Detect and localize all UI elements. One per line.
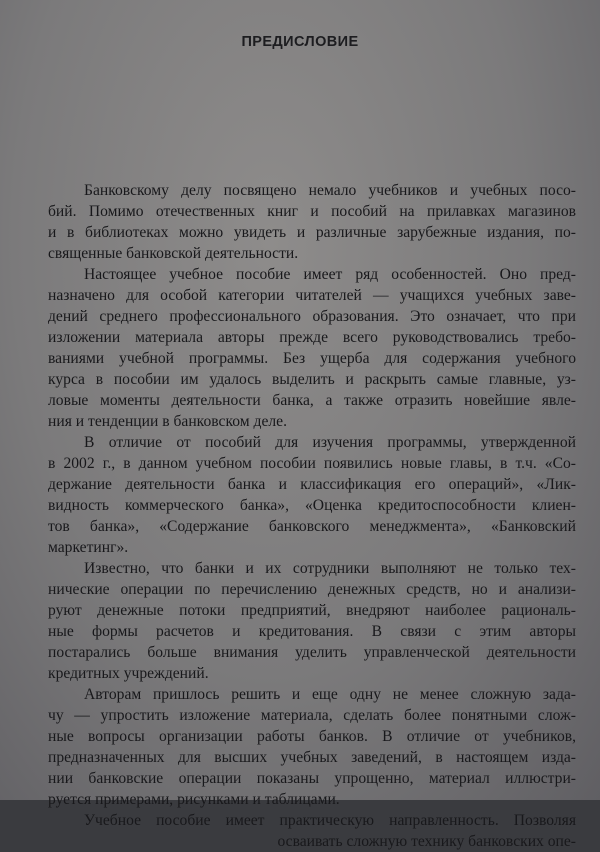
- text-line: Учебное пособие имеет практическую направленность. Позволяя: [84, 812, 576, 829]
- text-line: священные банковской деятельности.: [48, 245, 299, 262]
- text-line: чу — упростить изложение материала, сделать более понятными слож-: [48, 707, 576, 724]
- text-line: маркетинг».: [48, 539, 129, 556]
- text-line: назначено для особой категории читателей — учащихся учебных заве-: [48, 287, 576, 304]
- text-line: руется примерами, рисунками и таблицами.: [48, 791, 340, 808]
- text-line: курса в пособии им удалось выделить и раскрыть самые главные, уз-: [48, 371, 576, 388]
- text-line: бий. Помимо отечественных книг и пособий на прилавках магазинов: [48, 203, 576, 220]
- text-line: постарались больше внимания уделить управленческой деятельности: [48, 644, 576, 661]
- text-line: Настоящее учебное пособие имеет ряд особенностей. Оно пред-: [84, 266, 576, 283]
- text-line: изложении материала авторы прежде всего руководствовались требо-: [48, 329, 576, 346]
- text-line: руют денежные потоки предприятий, внедряют наиболее рациональ-: [48, 602, 576, 619]
- text-line: ные формы расчетов и кредитования. В связи с этим авторы: [48, 623, 576, 640]
- text-line: дений среднего профессионального образования. Это означает, что при: [48, 308, 576, 325]
- text-line: ваниями учебной программы. Без ущерба для содержания учебного: [48, 350, 576, 367]
- text-line: В отличие от пособий для изучения программы, утвержденной: [84, 434, 576, 451]
- text-line: нические операции по перечислению денежных средств, но и анализи-: [48, 581, 576, 598]
- text-line: ные вопросы организации работы банков. В отличие от учебников,: [48, 728, 576, 745]
- text-line: предназначенных для высших учебных заведений, в настоящем изда-: [48, 749, 576, 766]
- text-line: ния и тенденции в банковском деле.: [48, 413, 287, 430]
- page-body-text: [48, 180, 576, 852]
- text-line: нии банковские операции показаны упрощенно, материал иллюстри-: [48, 770, 576, 787]
- text-line: в 2002 г., в данном учебном пособии появились новые главы, в т.ч. «Со-: [48, 455, 576, 472]
- text-line: видность коммерческого банка», «Оценка кредитоспособности клиен-: [48, 497, 576, 514]
- text-line: Авторам пришлось решить и еще одну не менее сложную зада-: [84, 686, 576, 703]
- text-line: Банковскому делу посвящено немало учебников и учебных посо-: [84, 182, 576, 199]
- text-line: тов банка», «Содержание банковского менеджмента», «Банковский: [48, 518, 576, 535]
- text-line: держание деятельности банка и классификация его операций», «Лик-: [48, 476, 576, 493]
- text-line: кредитных учреждений.: [48, 665, 209, 682]
- text-line: и в библиотеках можно увидеть и различные зарубежные издания, по-: [48, 224, 576, 241]
- text-line: осваивать сложную технику банковских опе-: [277, 833, 576, 850]
- page-title: ПРЕДИСЛОВИЕ: [241, 34, 359, 50]
- text-line: ловые моменты деятельности банка, а также отразить новейшие явле-: [48, 392, 576, 409]
- text-line: Известно, что банки и их сотрудники выполняют не только тех-: [84, 560, 576, 577]
